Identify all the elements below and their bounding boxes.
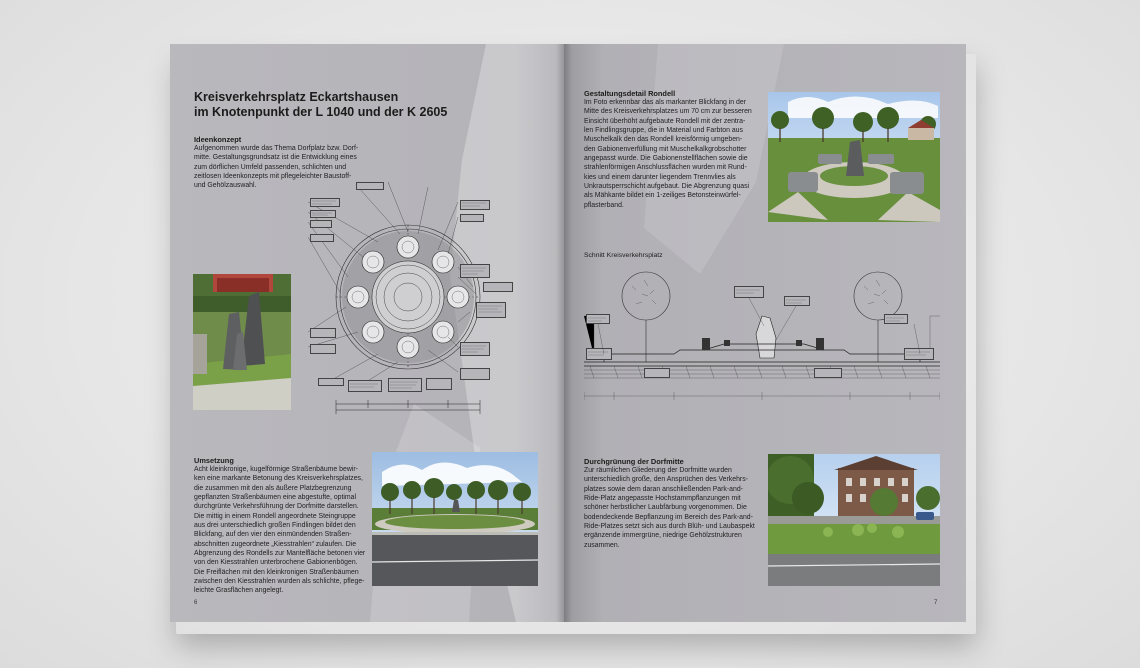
- gestaltung-heading: Gestaltungsdetail Rondell: [584, 89, 676, 98]
- left-page: [170, 44, 564, 622]
- text-line: Die Freiflächen mit den kleinkronigen Straßenbäumen: [194, 568, 359, 576]
- text-line: Blickfang, auf den vier den einmündenden Straßen-: [194, 531, 352, 539]
- section-drawing: [584, 266, 940, 416]
- umsetzung-heading: Umsetzung: [194, 456, 234, 465]
- photo-rondell: [768, 92, 940, 222]
- text-line: zusammen.: [584, 541, 620, 549]
- text-line: Ride-Platzes setzt sich aus durch Blüh- und Laubaspekt: [584, 523, 755, 531]
- text-line: Muschelkalk den das Rondell kreisförmig umgeben-: [584, 136, 743, 144]
- photo-stones: [193, 274, 291, 410]
- text-line: Abgrenzung des Rondells zur Mantelfläche betonen vier: [194, 550, 366, 558]
- page-title: [194, 90, 454, 120]
- text-line: unterschiedlich große, den Ansprüchen des Verkehrs-: [584, 476, 748, 484]
- text-line: Im Foto erkennbar das als markanter Blickfang in der: [584, 99, 747, 106]
- text-line: mitte. Gestaltungsgrundsatz ist die Entwicklung eines: [194, 154, 357, 162]
- text-line: Die mittig in einem Rondell angeordnete Steingruppe: [194, 512, 356, 520]
- schnitt-label: Schnitt Kreisverkehrsplatz: [584, 252, 663, 259]
- text-line: platzes sowie dem daran anschließenden Park-and-: [584, 485, 743, 493]
- text-line: aus drei unterschiedlich großen Findlingen bildet den: [194, 522, 356, 530]
- photo-roundabout: [372, 452, 538, 586]
- text-line: gepflanzten Straßenbäumen eine abgestufte, optimal: [194, 494, 357, 502]
- text-line: kies und einem darunter liegendem Trennvlies als: [584, 173, 736, 181]
- text-line: Ride-Platz angepasste Hochstammpflanzungen mit: [584, 495, 741, 503]
- durch-heading: Durchgrünung der Dorfmitte: [584, 457, 684, 466]
- text-line: Einsicht überhöht aufgebaute Rondell mit der zentra-: [584, 117, 746, 125]
- text-line: ken eine markante Betonung des Kreisverkehrsplatzes,: [194, 475, 363, 483]
- text-line: die zusammen mit den als äußere Platzbegrenzung: [194, 484, 352, 492]
- text-line: und Gehölzauswahl.: [194, 182, 257, 190]
- text-line: Mitte des Kreisverkehrsplatzes um 70 cm zur besseren: [584, 108, 752, 116]
- ideen-heading: Ideenkonzept: [194, 135, 242, 144]
- page-number-left: 6: [194, 600, 198, 606]
- text-line: len Findlingsgruppe, die in Material und Farbton aus: [584, 127, 743, 135]
- title-line-1: Kreisverkehrsplatz Eckartshausen: [194, 90, 399, 104]
- text-line: leichte Grasflächen angelegt.: [194, 587, 284, 595]
- text-line: ergänzende immergrüne, niedrige Gehölzstrukturen: [584, 532, 742, 540]
- text-line: bodendeckende Bepflanzung im Bereich des Park-and-: [584, 513, 753, 521]
- text-line: als Mähkante bildet ein 1-zeiliges Betonsteinwürfel-: [584, 192, 741, 200]
- spine-shadow: [556, 44, 572, 622]
- text-line: strahlenförmigen Anschlussflächen wurden mit Rund-: [584, 164, 747, 172]
- site-plan-drawing: [308, 182, 538, 422]
- text-line: zeitlosen Ideenkonzepts mit pflegeleichter Baustoff-: [194, 173, 352, 181]
- text-line: angepasst wurde. Die Gabionenstellflächen sowie die: [584, 155, 748, 163]
- photo-dorfmitte: [768, 454, 940, 586]
- text-line: Unkrautsperrschicht aufgebaut. Die Abgrenzung quasi: [584, 183, 750, 191]
- text-line: durchgrünte Verkehrsführung der Dorfmitte darstellen.: [194, 503, 359, 511]
- text-line: zwischen den Kiesstrahlen wurden als schlichte, pflege-: [194, 578, 365, 586]
- durch-text: [584, 466, 755, 550]
- right-page: [564, 44, 966, 622]
- text-line: schöner herbstlicher Laubfärbung vorgenommen. Die: [584, 504, 747, 512]
- text-line: den Gabionenverfüllung mit Muschelkalkgrobschotter: [584, 145, 747, 153]
- text-line: von den Kiesstrahlen unterbrochene Gabionenbögen.: [194, 559, 358, 567]
- text-line: pflasterband.: [584, 201, 624, 209]
- text-line: abschnitten zugeordnete „Kiesstrahlen“ zulaufen. Die: [194, 540, 357, 548]
- title-line-2: im Knotenpunkt der L 1040 und der K 2605: [194, 105, 448, 119]
- text-line: Zur räumlichen Gliederung der Dorfmitte wurden: [584, 467, 732, 474]
- text-line: zum dörflichen Umfeld passenden, schlichten und: [194, 163, 347, 171]
- text-line: Aufgenommen wurde das Thema Dorfplatz bzw. Dorf-: [194, 145, 359, 152]
- page-number-right: 7: [934, 600, 938, 606]
- gestaltung-text: [584, 98, 752, 210]
- text-line: Acht kleinkronige, kugelförmige Straßenbäume bewir-: [194, 466, 358, 473]
- umsetzung-text: [194, 465, 365, 596]
